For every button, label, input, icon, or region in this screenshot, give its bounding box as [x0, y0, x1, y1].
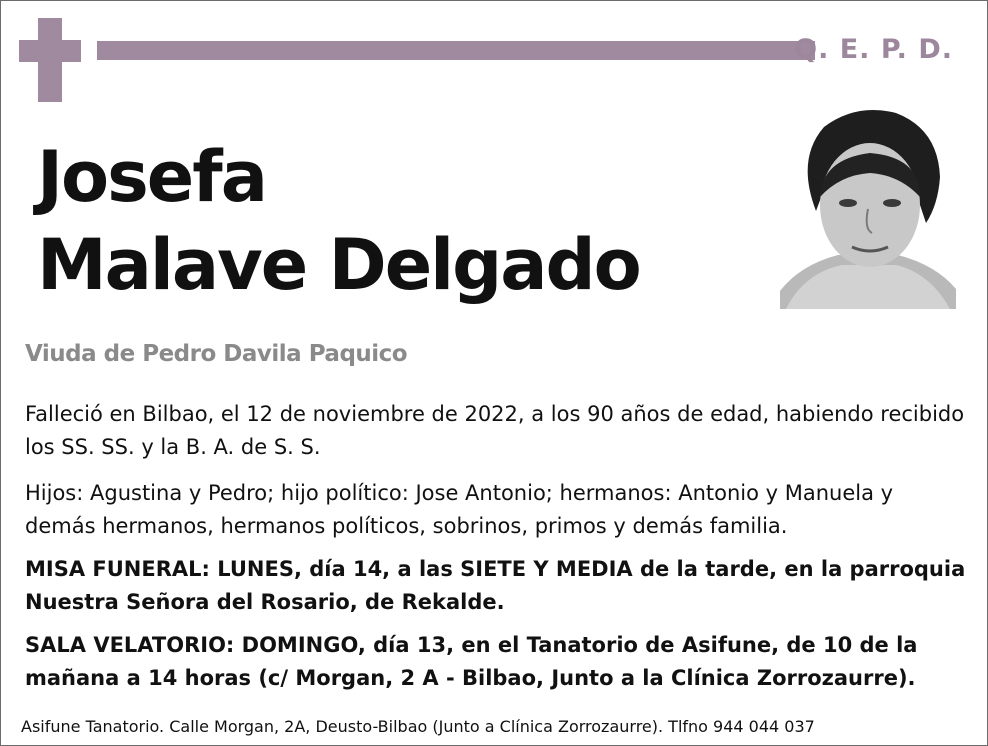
funeral-home-footer: Asifune Tanatorio. Calle Morgan, 2A, Deusto-Bilbao (Junto a Clínica Zorrozaurre). Tlfno 944 044 037 [21, 717, 815, 736]
wake-text: SALA VELATORIO: DOMINGO, día 13, en el Tanatorio de Asifune, de 10 de la mañana a 14 horas (c/ Morgan, 2 A - Bilbao, Junto a la Clínica Zorrozaurre). [25, 633, 918, 690]
qepd-label: Q. E. P. D. [794, 34, 953, 65]
surnames: Malave Delgado [37, 224, 640, 306]
deceased-name [37, 133, 640, 309]
portrait-photo [780, 105, 956, 309]
header-rule [97, 41, 815, 60]
cross-icon-horizontal [19, 40, 81, 62]
funeral-mass-text: MISA FUNERAL: LUNES, día 14, a las SIETE Y MEDIA de la tarde, en la parroquia Nuestra Señora del Rosario, de Rekalde. [25, 557, 966, 614]
death-notice-text: Falleció en Bilbao, el 12 de noviembre de 2022, a los 90 años de edad, habiendo recibido los SS. SS. y la B. A. de S. S. [25, 402, 965, 459]
first-name: Josefa [37, 136, 266, 218]
family-text: Hijos: Agustina y Pedro; hijo político: Jose Antonio; hermanos: Antonio y Manuela y demás hermanos, hermanos políticos, sobrinos, primos y demás familia. [25, 481, 894, 538]
widow-subtitle: Viuda de Pedro Davila Paquico [25, 341, 408, 367]
